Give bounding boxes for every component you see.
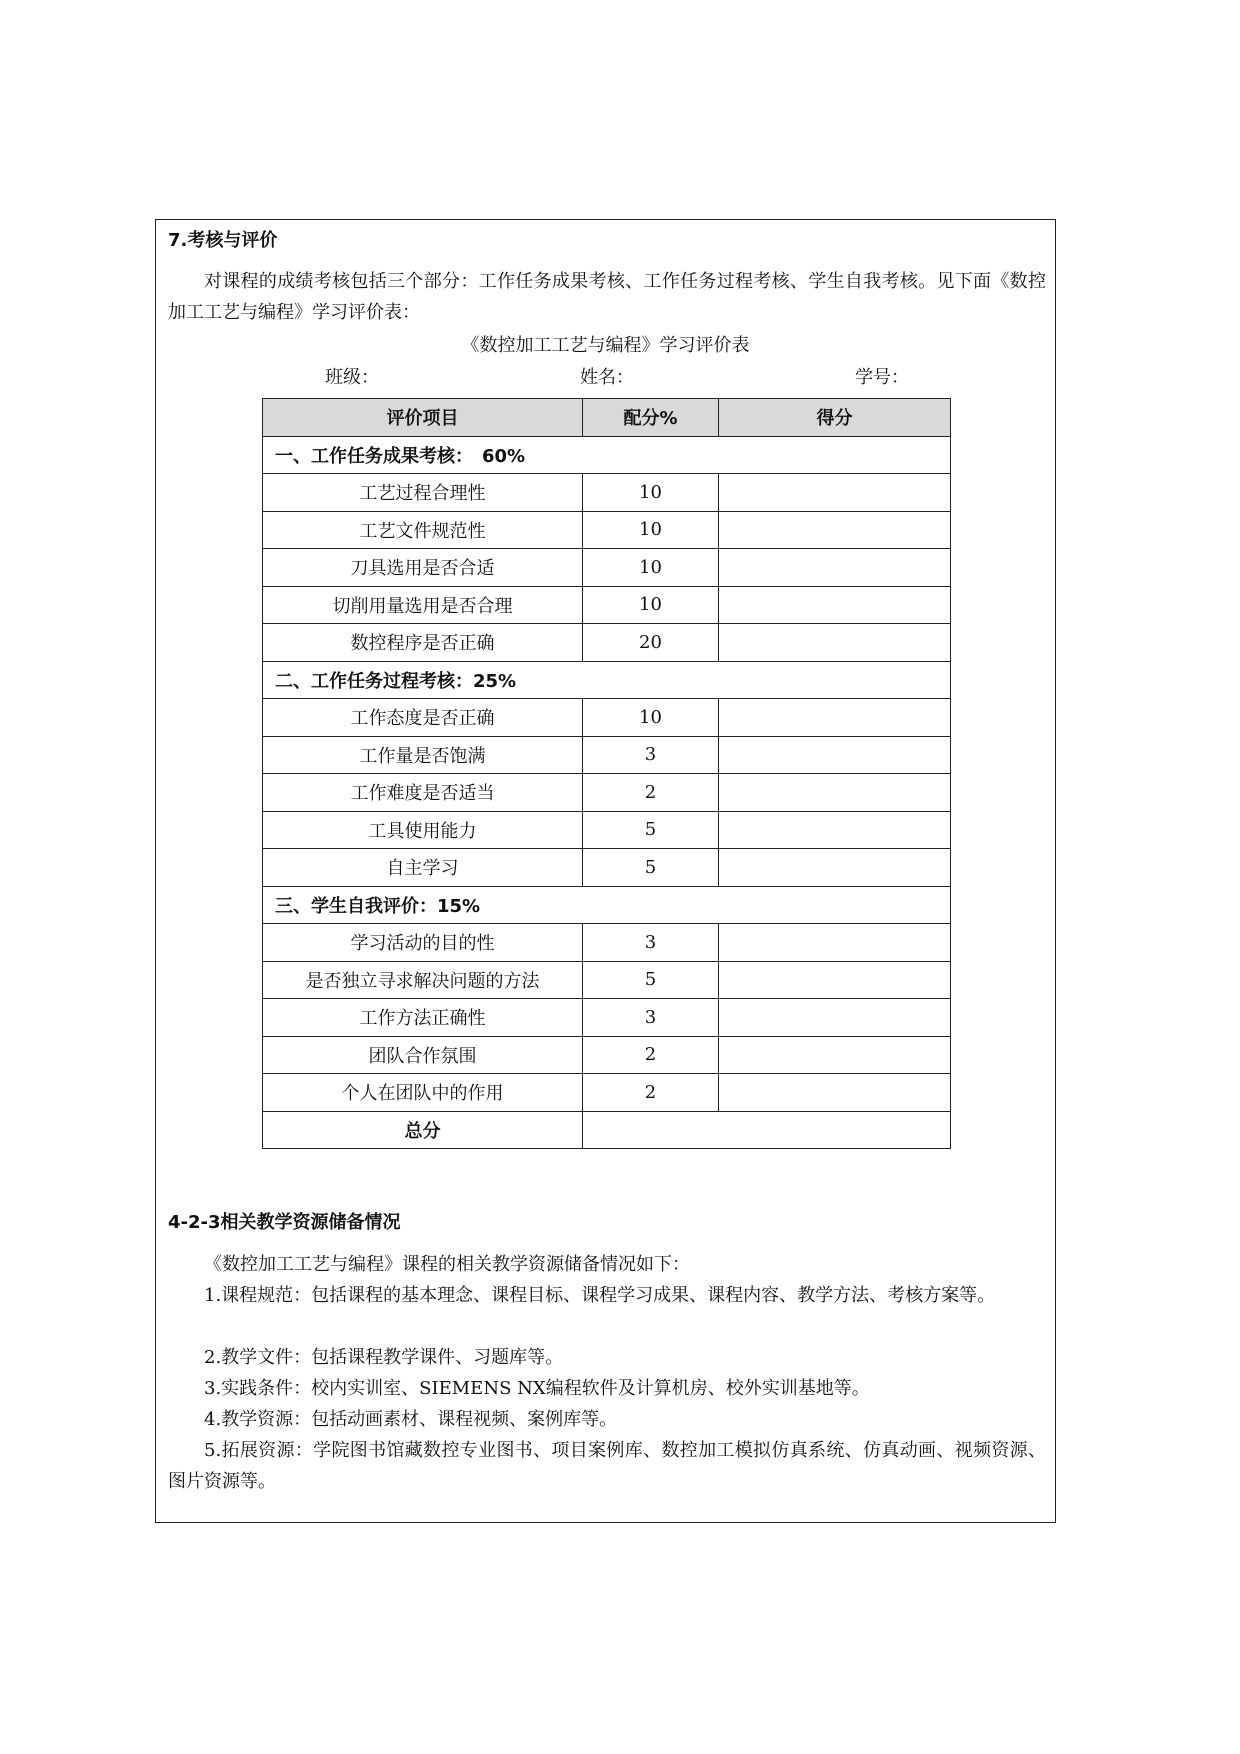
- score-cell[interactable]: [719, 999, 951, 1037]
- table-row: [263, 1036, 951, 1074]
- item-cell: 刀具选用是否合适: [263, 549, 583, 587]
- section-title: 三、学生自我评价：15%: [263, 886, 951, 924]
- item-cell: 是否独立寻求解决问题的方法: [263, 961, 583, 999]
- class-label: 班级：: [325, 367, 379, 388]
- evaluation-table-title: 《数控加工工艺与编程》学习评价表: [461, 335, 750, 356]
- weight-cell: 3: [583, 999, 719, 1037]
- table-row: [263, 811, 951, 849]
- resource-item: 2.教学文件：包括课程教学课件、习题库等。: [204, 1347, 564, 1368]
- table-row: [263, 586, 951, 624]
- item-cell: 工作量是否饱满: [263, 736, 583, 774]
- table-row: [263, 624, 951, 662]
- resource-item: 3.实践条件：校内实训室、SIEMENS NX编程软件及计算机房、校外实训基地等。: [204, 1378, 870, 1399]
- table-row: [263, 999, 951, 1037]
- total-score-cell[interactable]: [583, 1111, 951, 1149]
- assessment-intro: 对课程的成绩考核包括三个部分：工作任务成果考核、工作任务过程考核、学生自我考核。见下面《数控加工工艺与编程》学习评价表：: [168, 271, 1046, 323]
- table-row: [263, 961, 951, 999]
- total-label: 总分: [263, 1111, 583, 1149]
- weight-cell: 10: [583, 549, 719, 587]
- score-cell[interactable]: [719, 474, 951, 512]
- item-cell: 切削用量选用是否合理: [263, 586, 583, 624]
- item-cell: 学习活动的目的性: [263, 924, 583, 962]
- score-cell[interactable]: [719, 849, 951, 887]
- item-cell: 工作方法正确性: [263, 999, 583, 1037]
- table-row: [263, 774, 951, 812]
- table-row: [263, 549, 951, 587]
- weight-cell: 20: [583, 624, 719, 662]
- item-cell: 自主学习: [263, 849, 583, 887]
- header-weight: 配分%: [583, 399, 719, 437]
- section-row: [263, 436, 951, 474]
- item-cell: 工作难度是否适当: [263, 774, 583, 812]
- resource-item: 5.拓展资源：学院图书馆藏数控专业图书、项目案例库、数控加工模拟仿真系统、仿真动画、视频资源、图片资源等。: [168, 1440, 1046, 1492]
- resources-intro: 《数控加工工艺与编程》课程的相关教学资源储备情况如下：: [204, 1254, 690, 1275]
- item-cell: 工具使用能力: [263, 811, 583, 849]
- table-row: [263, 1074, 951, 1112]
- section-title: 二、工作任务过程考核：25%: [263, 661, 951, 699]
- weight-cell: 10: [583, 511, 719, 549]
- total-row: [263, 1111, 951, 1149]
- score-cell[interactable]: [719, 736, 951, 774]
- weight-cell: 10: [583, 474, 719, 512]
- section-heading-assessment: 7.考核与评价: [168, 230, 278, 251]
- evaluation-table: [262, 398, 951, 1149]
- score-cell[interactable]: [719, 924, 951, 962]
- table-row: [263, 511, 951, 549]
- item-cell: 工艺文件规范性: [263, 511, 583, 549]
- student-id-label: 学号：: [855, 367, 909, 388]
- weight-cell: 3: [583, 736, 719, 774]
- weight-cell: 2: [583, 1036, 719, 1074]
- resource-item: 4.教学资源：包括动画素材、课程视频、案例库等。: [204, 1409, 618, 1430]
- weight-cell: 5: [583, 961, 719, 999]
- score-cell[interactable]: [719, 1074, 951, 1112]
- section-heading-resources: 4-2-3相关教学资源储备情况: [168, 1212, 401, 1233]
- weight-cell: 10: [583, 586, 719, 624]
- weight-cell: 5: [583, 849, 719, 887]
- section-row: [263, 886, 951, 924]
- score-cell[interactable]: [719, 586, 951, 624]
- weight-cell: 5: [583, 811, 719, 849]
- table-row: [263, 849, 951, 887]
- item-cell: 团队合作氛围: [263, 1036, 583, 1074]
- item-cell: 数控程序是否正确: [263, 624, 583, 662]
- score-cell[interactable]: [719, 624, 951, 662]
- weight-cell: 10: [583, 699, 719, 737]
- header-score: 得分: [719, 399, 951, 437]
- score-cell[interactable]: [719, 811, 951, 849]
- table-row: [263, 924, 951, 962]
- item-cell: 个人在团队中的作用: [263, 1074, 583, 1112]
- item-cell: 工作态度是否正确: [263, 699, 583, 737]
- weight-cell: 2: [583, 774, 719, 812]
- name-label: 姓名：: [580, 367, 634, 388]
- item-cell: 工艺过程合理性: [263, 474, 583, 512]
- resource-item: 1.课程规范：包括课程的基本理念、课程目标、课程学习成果、课程内容、教学方法、考核方案等。: [204, 1285, 996, 1306]
- weight-cell: 2: [583, 1074, 719, 1112]
- table-row: [263, 699, 951, 737]
- score-cell[interactable]: [719, 961, 951, 999]
- score-cell[interactable]: [719, 699, 951, 737]
- score-cell[interactable]: [719, 774, 951, 812]
- score-cell[interactable]: [719, 511, 951, 549]
- section-title: 一、工作任务成果考核： 60%: [263, 436, 951, 474]
- table-row: [263, 474, 951, 512]
- table-row: [263, 736, 951, 774]
- score-cell[interactable]: [719, 1036, 951, 1074]
- header-item: 评价项目: [263, 399, 583, 437]
- section-row: [263, 661, 951, 699]
- table-header-row: [263, 399, 951, 437]
- weight-cell: 3: [583, 924, 719, 962]
- score-cell[interactable]: [719, 549, 951, 587]
